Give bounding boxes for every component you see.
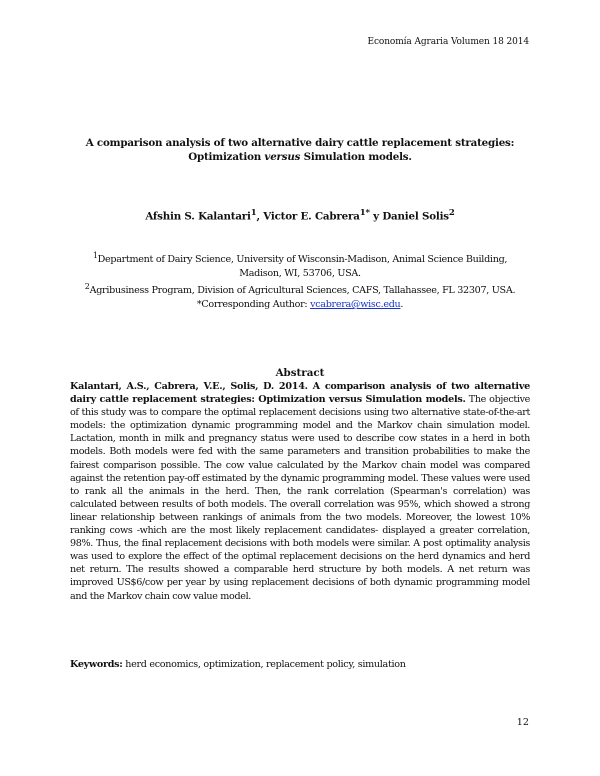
- author-2: Victor E. Cabrera: [263, 210, 360, 223]
- title-line-2-end: Simulation models.: [300, 151, 412, 163]
- affiliation-1: [70, 249, 530, 267]
- affiliation-1-text: Department of Dairy Science, University of Wisconsin-Madison, Animal Science Building,: [97, 254, 508, 266]
- keywords-label: Keywords:: [70, 659, 123, 670]
- title-italic-word: versus: [264, 151, 301, 163]
- affiliations: [70, 249, 530, 312]
- title-line-2-start: Optimization: [188, 151, 265, 163]
- page-number: 12: [516, 717, 529, 728]
- corresponding-author-label: *Corresponding Author:: [196, 299, 311, 311]
- keywords: [70, 659, 530, 670]
- author-3-affiliation-mark: 2: [448, 208, 455, 218]
- corresponding-author: [70, 298, 530, 312]
- author-1: Afshin S. Kalantari: [145, 210, 251, 223]
- running-header: Economía Agraria Volumen 18 2014: [367, 37, 529, 47]
- affiliation-2: [70, 280, 530, 298]
- affiliation-2-text: Agribusiness Program, Division of Agricultural Sciences, CAFS, Tallahassee, FL 32307, USA.: [89, 285, 516, 297]
- title-line-2: [70, 150, 530, 164]
- author-3: Daniel Solis: [382, 210, 449, 223]
- author-2-affiliation-mark: 1*: [359, 208, 370, 218]
- abstract-text: The objective of this study was to compare the optimal replacement decisions using two alternative state-of-the-art models: the optimization dynamic programming model and the Markov chain simulation model. Lactation, month in milk and pregnancy status were used to describe cow states in a herd in both models. Both models were fed with the same parameters and transition probabilities to make the fairest comparison possible. The cow value calculated by the Markov chain model was compared against the retention pay-off estimated by the dynamic programming model. These values were used to rank all the animals in the herd. Then, the rank correlation (Spearman's correlation) was calculated between results of both models. The overall correlation was 95%, which showed a strong linear relationship between rankings of animals from the two models. Moreover, the lowest 10% ranking cows -which are the most likely replacement candidates- displayed a greater correlation, 98%. Thus, the final replacement decisions with both models were similar. A post optimality analysis was used to explore the effect of the optimal replacement decisions on the herd dynamics and herd net return. The results showed a comparable herd structure by both models. A net return was improved US$6/cow per year by using replacement decisions of both dynamic programming model and the Markov chain cow value model.: [70, 394, 530, 602]
- abstract-citation: Kalantari, A.S., Cabrera, V.E., Solis, D. 2014. A comparison analysis of two alternative dairy cattle replacement strategies: Optimization versus Simulation models.: [70, 381, 530, 406]
- corresponding-email-link[interactable]: vcabrera@wisc.edu: [310, 299, 401, 311]
- author-separator: ,: [256, 210, 264, 223]
- corresponding-author-end: .: [400, 299, 404, 311]
- affiliation-2-mark: 2: [84, 282, 90, 292]
- title-line-1: A comparison analysis of two alternative dairy cattle replacement strategies:: [85, 137, 515, 149]
- affiliation-1-line-2: Madison, WI, 53706, USA.: [239, 267, 361, 279]
- affiliation-1-mark: 1: [92, 251, 98, 260]
- abstract-body: [70, 380, 530, 603]
- author-separator: y: [369, 210, 383, 223]
- author-1-affiliation-mark: 1: [250, 208, 257, 218]
- paper-title: [70, 136, 530, 164]
- author-list: [70, 208, 530, 222]
- keywords-text: herd economics, optimization, replacement policy, simulation: [122, 659, 406, 670]
- abstract-heading: Abstract: [275, 367, 325, 379]
